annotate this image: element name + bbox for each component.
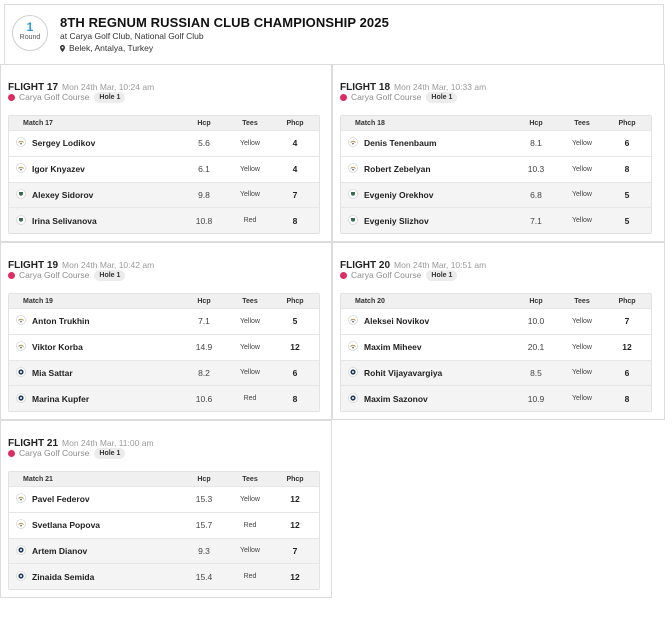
player-tees: Yellow [572,191,592,199]
tees-header: Tees [574,119,590,127]
match-label: Match 21 [23,475,53,483]
player-tees: Red [243,217,257,225]
flight-panel [332,64,665,242]
tees-header: Tees [242,119,258,127]
player-phcp: 7 [624,316,630,327]
player-cell [348,208,429,233]
player-row[interactable] [341,334,651,360]
course-name: Carya Golf Course [351,270,422,280]
player-cell [16,487,90,512]
club-crest-icon [16,212,26,230]
player-cell [348,131,437,156]
player-phcp: 12 [290,571,300,582]
player-cell [348,361,442,386]
hole-badge: Hole 1 [426,270,457,281]
flight-name: FLIGHT 18 [340,82,391,93]
player-row[interactable] [341,156,651,182]
player-name[interactable]: Mia Sattar [32,367,73,378]
player-tees: Yellow [240,343,260,351]
player-phcp: 4 [292,138,298,149]
flight-panel [332,242,665,420]
map-pin-icon [60,45,65,52]
player-phcp: 6 [292,367,298,378]
table-header [9,472,319,486]
club-logo-icon [348,160,358,178]
player-hcp: 10.0 [527,316,545,327]
flight-time: Mon 24th Mar, 10:51 am [394,260,487,270]
player-cell [16,361,73,386]
player-row[interactable] [9,512,319,538]
player-tees: Yellow [572,317,592,325]
hcp-header: Hcp [529,119,543,127]
round-label: Round [19,34,41,41]
round-badge [12,15,48,51]
flight-time: Mon 24th Mar, 10:42 am [62,260,155,270]
flight-panel [0,64,332,242]
player-row[interactable] [9,538,319,564]
club-badge-icon [348,390,358,408]
player-tees: Yellow [240,191,260,199]
player-tees: Red [243,573,257,581]
player-hcp: 7.1 [198,316,210,327]
course-line [340,92,457,103]
hcp-header: Hcp [197,119,211,127]
match-label: Match 19 [23,297,53,305]
event-title: 8TH REGNUM RUSSIAN CLUB CHAMPIONSHIP 2025 [60,15,389,30]
player-name[interactable]: Anton Trukhin [32,316,90,327]
player-name[interactable]: Rohit Vijayavargiya [364,367,443,378]
course-line [8,92,125,103]
club-logo-icon [16,490,26,508]
club-badge-icon [16,542,26,560]
match-table [340,115,652,234]
player-phcp: 12 [290,494,300,505]
club-logo-icon [348,338,358,356]
hcp-header: Hcp [197,475,211,483]
player-cell [348,335,422,360]
course-dot-icon [340,272,347,279]
player-cell [16,539,87,564]
player-tees: Yellow [240,547,260,555]
match-table [8,471,320,590]
player-name[interactable]: Alexey Sidorov [32,189,94,200]
club-logo-icon [16,134,26,152]
player-row[interactable] [9,207,319,233]
course-name: Carya Golf Course [19,92,90,102]
club-logo-icon [16,516,26,534]
player-hcp: 8.1 [530,138,542,149]
player-phcp: 12 [622,342,632,353]
club-badge-icon [16,390,26,408]
course-name: Carya Golf Course [19,448,90,458]
phcp-header: Phcp [618,297,636,305]
table-header [341,294,651,308]
club-crest-icon [16,186,26,204]
club-logo-icon [16,338,26,356]
player-tees: Yellow [240,165,260,173]
hole-badge: Hole 1 [94,448,125,459]
flight-panel [0,420,332,598]
player-name[interactable]: Aleksei Novikov [364,316,430,327]
player-hcp: 10.3 [527,164,545,175]
player-name[interactable]: Zinaida Semida [32,571,95,582]
hole-badge: Hole 1 [94,270,125,281]
table-header [341,116,651,130]
player-tees: Yellow [240,369,260,377]
match-table [8,293,320,412]
player-phcp: 7 [292,189,298,200]
player-tees: Yellow [572,343,592,351]
player-hcp: 14.9 [195,342,213,353]
course-name: Carya Golf Course [19,270,90,280]
player-tees: Yellow [240,495,260,503]
player-hcp: 10.8 [195,215,213,226]
club-crest-icon [348,212,358,230]
player-name[interactable]: Artem Dianov [32,545,88,556]
player-row[interactable] [341,360,651,386]
club-logo-icon [348,134,358,152]
player-tees: Yellow [572,395,592,403]
flight-time: Mon 24th Mar, 10:24 am [62,82,155,92]
player-name[interactable]: Svetlana Popova [32,520,101,531]
player-row[interactable] [9,182,319,208]
player-name[interactable]: Robert Zebelyan [364,164,431,175]
course-dot-icon [8,272,15,279]
player-hcp: 10.6 [195,393,213,404]
match-label: Match 20 [355,297,385,305]
hole-badge: Hole 1 [426,92,457,103]
player-row[interactable] [9,385,319,411]
player-cell [348,183,433,208]
table-header [9,294,319,308]
player-cell [16,309,90,334]
player-tees: Yellow [572,165,592,173]
player-hcp: 15.7 [195,520,213,531]
flight-name: FLIGHT 19 [8,260,59,271]
player-hcp: 9.3 [198,545,210,556]
player-name[interactable]: Evgeniy Slizhov [364,215,429,226]
player-row[interactable] [341,130,651,156]
player-cell [16,131,95,156]
player-hcp: 7.1 [530,215,542,226]
match-label: Match 17 [23,119,53,127]
flight-time: Mon 24th Mar, 10:33 am [394,82,487,92]
flight-name: FLIGHT 20 [340,260,391,271]
player-name[interactable]: Maxim Miheev [364,342,422,353]
player-name[interactable]: Evgeniy Orekhov [364,189,434,200]
phcp-header: Phcp [286,297,304,305]
event-header [4,4,664,64]
hcp-header: Hcp [197,297,211,305]
round-number: 1 [26,20,34,34]
club-crest-icon [348,186,358,204]
player-tees: Yellow [572,369,592,377]
player-phcp: 5 [292,316,298,327]
player-tees: Red [243,395,257,403]
player-row[interactable] [9,486,319,512]
player-phcp: 12 [290,520,300,531]
player-hcp: 6.1 [198,164,210,175]
player-phcp: 5 [624,215,630,226]
club-badge-icon [16,568,26,586]
player-tees: Yellow [572,217,592,225]
player-tees: Red [243,521,257,529]
player-phcp: 5 [624,189,630,200]
club-logo-icon [16,160,26,178]
player-hcp: 15.3 [195,494,213,505]
player-cell [16,513,100,538]
event-venue: at Carya Golf Club, National Golf Club [60,31,204,41]
player-cell [16,208,97,233]
player-cell [16,183,93,208]
player-hcp: 6.8 [530,189,542,200]
hole-badge: Hole 1 [94,92,125,103]
player-row[interactable] [9,130,319,156]
course-name: Carya Golf Course [351,92,422,102]
event-location [60,43,153,53]
club-logo-icon [348,312,358,330]
player-row[interactable] [9,360,319,386]
player-tees: Yellow [572,139,592,147]
player-cell [16,564,94,589]
player-name[interactable]: Irina Selivanova [32,215,97,226]
player-cell [348,386,428,411]
course-line [8,448,125,459]
player-row[interactable] [9,334,319,360]
event-location-text: Belek, Antalya, Turkey [69,43,154,53]
flight-time: Mon 24th Mar, 11:00 am [62,438,154,448]
player-name[interactable]: Igor Knyazev [32,164,85,175]
flight-name: FLIGHT 21 [8,438,59,449]
course-line [340,270,457,281]
course-dot-icon [8,94,15,101]
player-hcp: 8.2 [198,367,210,378]
player-row[interactable] [341,182,651,208]
player-row[interactable] [9,308,319,334]
player-tees: Yellow [240,317,260,325]
player-name[interactable]: Denis Tenenbaum [364,138,437,149]
player-hcp: 10.9 [527,393,545,404]
course-dot-icon [8,450,15,457]
player-row[interactable] [341,385,651,411]
player-name[interactable]: Maxim Sazonov [364,393,428,404]
player-name[interactable]: Viktor Korba [32,342,83,353]
flight-panel [0,242,332,420]
player-phcp: 8 [292,215,298,226]
player-row[interactable] [9,563,319,589]
player-name[interactable]: Marina Kupfer [32,393,90,404]
player-phcp: 4 [292,164,298,175]
player-cell [16,157,85,182]
hcp-header: Hcp [529,297,543,305]
player-hcp: 9.8 [198,189,210,200]
club-logo-icon [16,312,26,330]
player-phcp: 6 [624,367,630,378]
player-phcp: 7 [292,545,298,556]
player-hcp: 20.1 [527,342,545,353]
player-row[interactable] [341,207,651,233]
player-hcp: 8.5 [530,367,542,378]
tees-header: Tees [242,297,258,305]
player-phcp: 8 [624,164,630,175]
player-phcp: 12 [290,342,300,353]
player-cell [16,386,89,411]
tees-header: Tees [574,297,590,305]
course-line [8,270,125,281]
player-cell [16,335,83,360]
player-name[interactable]: Sergey Lodikov [32,138,96,149]
table-header [9,116,319,130]
player-phcp: 8 [624,393,630,404]
player-name[interactable]: Pavel Federov [32,494,90,505]
flight-name: FLIGHT 17 [8,82,59,93]
player-row[interactable] [9,156,319,182]
player-tees: Yellow [240,139,260,147]
phcp-header: Phcp [286,475,304,483]
match-table [340,293,652,412]
club-badge-icon [348,364,358,382]
player-hcp: 15.4 [195,571,213,582]
phcp-header: Phcp [286,119,304,127]
player-row[interactable] [341,308,651,334]
phcp-header: Phcp [618,119,636,127]
tees-header: Tees [242,475,258,483]
player-cell [348,309,429,334]
match-label: Match 18 [355,119,385,127]
player-phcp: 8 [292,393,298,404]
club-badge-icon [16,364,26,382]
match-table [8,115,320,234]
player-cell [348,157,431,182]
course-dot-icon [340,94,347,101]
player-hcp: 5.6 [198,138,210,149]
player-phcp: 6 [624,138,630,149]
